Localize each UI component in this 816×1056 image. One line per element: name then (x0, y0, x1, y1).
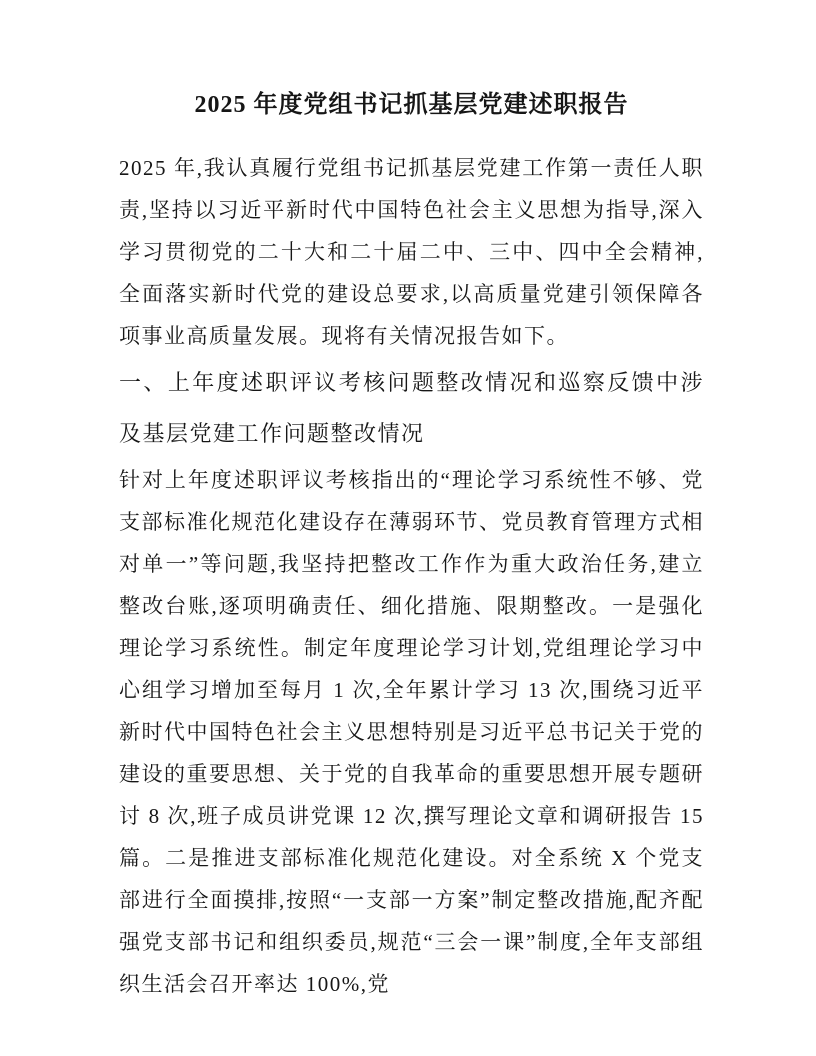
section-heading-1: 一、上年度述职评议考核问题整改情况和巡察反馈中涉及基层党建工作问题整改情况 (119, 370, 704, 446)
body-paragraph-rectification: 针对上年度述职评议考核指出的“理论学习系统性不够、党支部标准化规范化建设存在薄弱环节、党员教育管理方式相对单一”等问题,我坚持把整改工作作为重大政治任务,建立整改台账,逐项明确责任、细化措施、限期整改。一是强化理论学习系统性。制定年度理论学习计划,党组理论学习中心组学习增加至每月 1 次,全年累计学习 13 次,围绕习近平新时代中国特色社会主义思想特别是习近平总书记关于党的建设的重要思想、关于党的自我革命的重要思想开展专题研讨 8 次,班子成员讲党课 12 次,撰写理论文章和调研报告 15 篇。二是推进支部标准化规范化建设。对全系统 X 个党支部进行全面摸排,按照“一支部一方案”制定整改措施,配齐配强党支部书记和组织委员,规范“三会一课”制度,全年支部组织生活会召开率达 100%,党 (119, 468, 704, 996)
body-paragraph-intro: 2025 年,我认真履行党组书记抓基层党建工作第一责任人职责,坚持以习近平新时代中国特色社会主义思想为指导,深入学习贯彻党的二十大和二十届二中、三中、四中全会精神,全面落实新时代党的建设总要求,以高质量党建引领保障各项事业高质量发展。现将有关情况报告如下。 (119, 156, 704, 348)
document-title: 2025 年度党组书记抓基层党建述职报告 (194, 92, 629, 118)
